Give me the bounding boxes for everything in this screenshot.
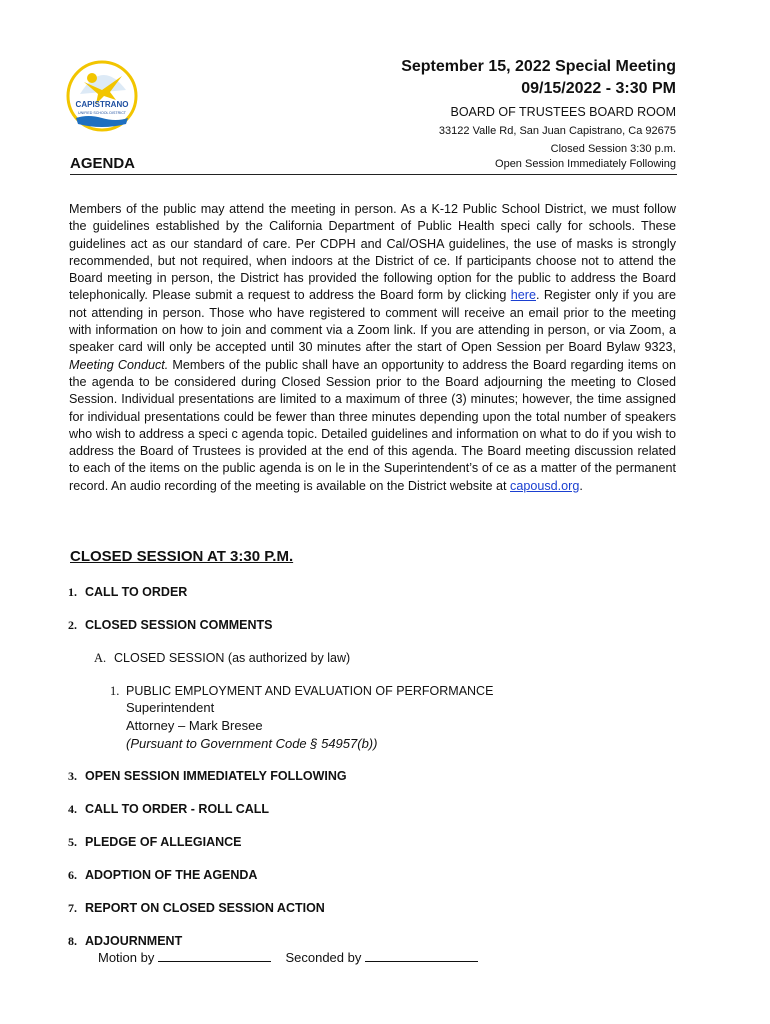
- agenda-item: 5. PLEDGE OF ALLEGIANCE: [68, 835, 242, 849]
- closed-session-heading: CLOSED SESSION AT 3:30 P.M.: [70, 548, 294, 565]
- meeting-datetime: 09/15/2022 - 3:30 PM: [521, 80, 676, 97]
- motion-blank[interactable]: [158, 951, 271, 962]
- public-notice-paragraph: [69, 201, 676, 495]
- sub-item-1: 1. PUBLIC EMPLOYMENT AND EVALUATION OF PERFORMANCE: [110, 684, 494, 698]
- agenda-item: 4. CALL TO ORDER - ROLL CALL: [68, 802, 270, 816]
- closed-session-time: Closed Session 3:30 p.m.: [550, 143, 676, 155]
- open-session-note: Open Session Immediately Following: [495, 158, 676, 170]
- svg-text:CAPISTRANO: CAPISTRANO: [75, 100, 129, 109]
- district-logo: [66, 60, 138, 132]
- sub-item-line: Superintendent: [126, 700, 215, 715]
- notice-text-2: . Register only if you are not attending in person. Those who have registered to comment will receive an email prior to the meeting with information on how to join and comment via a Zoom link. If you are attending in person, or via Zoom, a speaker card will only be accepted until 30 minutes after the start of Open Session per Board Bylaw 9323,: [69, 288, 676, 355]
- meeting-conduct-text: Meeting Conduct.: [69, 357, 169, 372]
- agenda-item: 7. REPORT ON CLOSED SESSION ACTION: [68, 901, 325, 915]
- sub-item-a: A. CLOSED SESSION (as authorized by law): [94, 651, 351, 665]
- svg-text:UNIFIED SCHOOL DISTRICT: UNIFIED SCHOOL DISTRICT: [78, 111, 126, 115]
- notice-text-3: Members of the public shall have an opportunity to address the Board regarding items on the agenda to be considered during Closed Session prior to the Board adjourning the meeting to Closed Session. Individual presentations are limited to a maximum of three (3) minutes; however, the time assigned for individual presentations could be fewer than three minutes depending upon the total number of speakers who wish to address a speci c agenda topic. Detailed guidelines and information on what to do if you wish to address the Board of Trustees is provided at the end of this agenda. The Board meeting discussion related to each of the items on the public agenda is on le in the Superintendent’s of ce as a matter of the permanent record. An audio recording of the meeting is available on the District website at: [69, 357, 676, 493]
- adjournment-motion-line: Motion by Seconded by: [98, 950, 478, 965]
- agenda-item: 1. CALL TO ORDER: [68, 585, 188, 599]
- agenda-item: 3. OPEN SESSION IMMEDIATELY FOLLOWING: [68, 769, 347, 783]
- meeting-title: September 15, 2022 Special Meeting: [401, 58, 676, 75]
- notice-end: .: [579, 478, 583, 493]
- agenda-item: 8. ADJOURNMENT: [68, 934, 183, 948]
- header-divider: [70, 174, 677, 175]
- sub-item-line: (Pursuant to Government Code § 54957(b)): [126, 736, 378, 751]
- meeting-room: BOARD OF TRUSTEES BOARD ROOM: [450, 105, 676, 119]
- agenda-item: 2. CLOSED SESSION COMMENTS: [68, 618, 273, 632]
- seconded-blank[interactable]: [365, 951, 478, 962]
- capousd-link[interactable]: capousd.org: [510, 478, 580, 493]
- notice-text-1: Members of the public may attend the meeting in person. As a K-12 Public School District, we must follow the guidelines established by the California Department of Public Health speci cally for schools. These guidelines act as our standard of care. Per CDPH and Cal/OSHA guidelines, the use of masks is strongly recommended, but not required, when indoors at the District of ce. If participants choose not to attend the Board meeting in person, the District has provided the following option for the public to address the Board telephonically. Please submit a request to address the Board form by clicking: [69, 202, 676, 303]
- here-link[interactable]: here: [510, 288, 536, 303]
- meeting-address: 33122 Valle Rd, San Juan Capistrano, Ca 92675: [438, 125, 676, 137]
- agenda-heading: AGENDA: [70, 155, 136, 172]
- sub-item-line: Attorney – Mark Bresee: [126, 718, 263, 733]
- agenda-item: 6. ADOPTION OF THE AGENDA: [68, 868, 258, 882]
